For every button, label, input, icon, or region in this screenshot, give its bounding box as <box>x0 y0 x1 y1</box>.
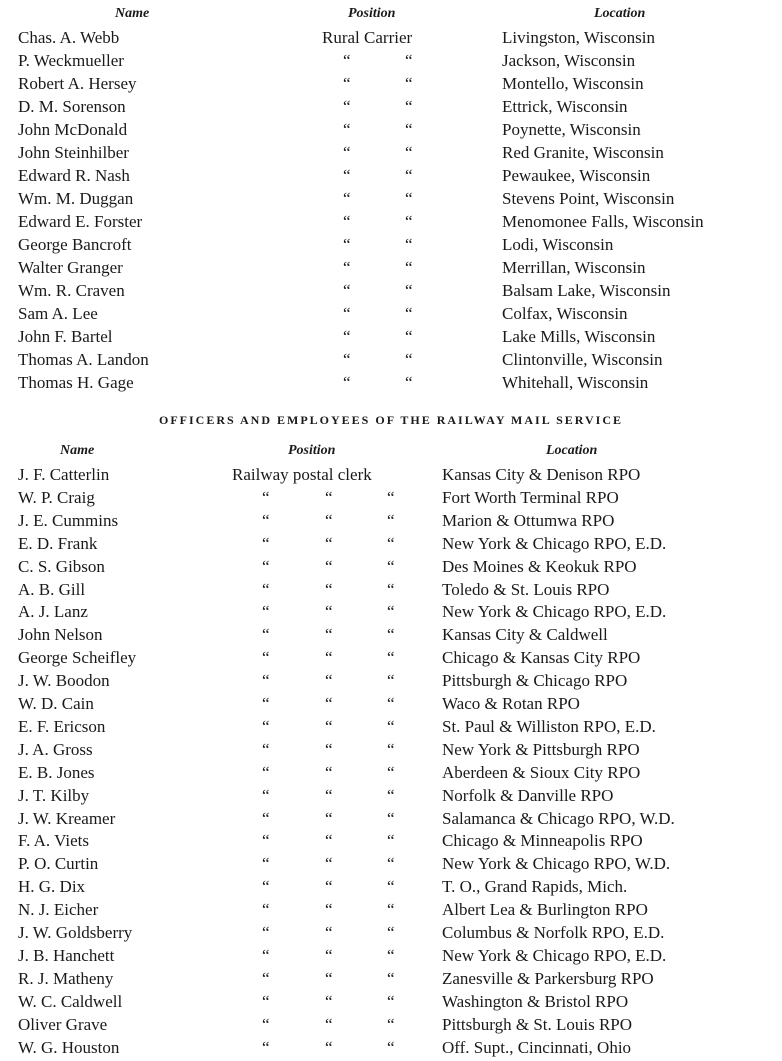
table-row <box>0 509 782 532</box>
s2-header-location: Location <box>546 443 598 458</box>
person-name: W. P. Craig <box>18 487 95 507</box>
ditto-mark: “ <box>387 877 395 897</box>
person-name: J. W. Goldsberry <box>18 923 133 942</box>
table-row <box>0 118 782 141</box>
person-name: J. W. Kreamer <box>18 808 116 828</box>
person-name: C. S. Gibson <box>18 556 105 576</box>
ditto-mark: “ <box>325 602 333 622</box>
person-name: P. Weckmueller <box>18 51 124 70</box>
ditto-mark: “ <box>343 51 351 70</box>
location-value: Balsam Lake, Wisconsin <box>502 281 671 300</box>
ditto-mark: “ <box>387 739 395 759</box>
location-value: Fort Worth Terminal RPO <box>442 487 619 507</box>
table-row <box>0 967 782 990</box>
ditto-mark: “ <box>325 579 333 599</box>
ditto-mark: “ <box>325 945 333 965</box>
table-row <box>0 646 782 669</box>
table-row <box>0 348 782 371</box>
ditto-mark: “ <box>325 510 333 530</box>
location-value: Chicago & Kansas City RPO <box>442 648 641 668</box>
ditto-mark: “ <box>325 900 333 920</box>
table-row <box>0 141 782 164</box>
table-row <box>0 784 782 807</box>
person-name: N. J. Eicher <box>18 900 99 920</box>
ditto-mark: “ <box>325 923 333 942</box>
ditto-mark: “ <box>262 831 270 851</box>
location-value: Salamanca & Chicago RPO, W.D. <box>442 808 675 828</box>
ditto-mark: “ <box>262 1014 270 1034</box>
ditto-mark: “ <box>343 166 351 185</box>
ditto-mark: “ <box>387 1037 395 1057</box>
ditto-mark: “ <box>387 556 395 576</box>
table-row <box>0 738 782 761</box>
ditto-mark: “ <box>387 579 395 599</box>
person-name: Chas. A. Webb <box>18 28 120 47</box>
person-name: A. J. Lanz <box>18 602 88 622</box>
table-row <box>0 279 782 302</box>
location-value: Merrillan, Wisconsin <box>502 258 646 277</box>
person-name: W. D. Cain <box>18 694 94 713</box>
ditto-mark: “ <box>387 625 395 645</box>
ditto-mark: “ <box>387 602 395 622</box>
ditto-mark: “ <box>343 189 351 208</box>
ditto-mark: “ <box>325 785 333 805</box>
position-value: Rural Carrier <box>322 28 413 47</box>
ditto-mark: “ <box>405 304 413 323</box>
ditto-mark: “ <box>262 510 270 530</box>
location-value: Zanesville & Parkersburg RPO <box>442 968 654 988</box>
s1-header-name: Name <box>115 6 150 21</box>
person-name: Walter Granger <box>18 258 123 277</box>
ditto-mark: “ <box>387 671 395 691</box>
ditto-mark: “ <box>343 235 351 254</box>
ditto-mark: “ <box>262 716 270 736</box>
table-row <box>0 302 782 325</box>
location-value: Aberdeen & Sioux City RPO <box>442 762 641 782</box>
table-row <box>0 829 782 852</box>
ditto-mark: “ <box>387 487 395 507</box>
ditto-mark: “ <box>343 281 351 300</box>
location-value: Waco & Rotan RPO <box>442 694 580 713</box>
table-row <box>0 26 782 49</box>
s1-header-location: Location <box>594 6 646 21</box>
ditto-mark: “ <box>325 556 333 576</box>
ditto-mark: “ <box>325 625 333 645</box>
table-row <box>0 761 782 784</box>
ditto-mark: “ <box>405 143 413 162</box>
location-value: Chicago & Minneapolis RPO <box>442 831 643 851</box>
location-value: Pittsburgh & St. Louis RPO <box>442 1014 633 1034</box>
person-name: E. F. Ericson <box>18 716 106 736</box>
person-name: J. F. Catterlin <box>18 465 110 484</box>
location-value: Poynette, Wisconsin <box>502 120 641 139</box>
ditto-mark: “ <box>405 74 413 93</box>
table-row <box>0 371 782 394</box>
location-value: Montello, Wisconsin <box>502 74 644 93</box>
ditto-mark: “ <box>262 739 270 759</box>
ditto-mark: “ <box>387 900 395 920</box>
person-name: Wm. M. Duggan <box>18 189 134 208</box>
location-value: Pewaukee, Wisconsin <box>502 166 651 185</box>
table-row <box>0 233 782 256</box>
person-name: Wm. R. Craven <box>18 281 125 300</box>
person-name: John F. Bartel <box>18 327 113 346</box>
ditto-mark: “ <box>325 1014 333 1034</box>
location-value: Lodi, Wisconsin <box>502 235 614 254</box>
ditto-mark: “ <box>325 991 333 1011</box>
person-name: P. O. Curtin <box>18 854 99 874</box>
ditto-mark: “ <box>262 991 270 1011</box>
ditto-mark: “ <box>405 350 413 369</box>
table-row <box>0 807 782 830</box>
location-value: Washington & Bristol RPO <box>442 991 629 1011</box>
ditto-mark: “ <box>387 968 395 988</box>
ditto-mark: “ <box>387 716 395 736</box>
ditto-mark: “ <box>262 625 270 645</box>
ditto-mark: “ <box>262 945 270 965</box>
ditto-mark: “ <box>387 991 395 1011</box>
table-row <box>0 49 782 72</box>
ditto-mark: “ <box>262 694 270 713</box>
location-value: Livingston, Wisconsin <box>502 28 655 47</box>
table-row <box>0 944 782 967</box>
location-value: Whitehall, Wisconsin <box>502 373 649 392</box>
location-value: Kansas City & Denison RPO <box>442 465 641 484</box>
ditto-mark: “ <box>343 258 351 277</box>
person-name: F. A. Viets <box>18 831 89 851</box>
ditto-mark: “ <box>387 945 395 965</box>
ditto-mark: “ <box>387 1014 395 1034</box>
ditto-mark: “ <box>262 648 270 668</box>
ditto-mark: “ <box>387 808 395 828</box>
table-row <box>0 692 782 715</box>
person-name: J. B. Hanchett <box>18 945 115 965</box>
table-row <box>0 669 782 692</box>
ditto-mark: “ <box>262 877 270 897</box>
location-value: T. O., Grand Rapids, Mich. <box>442 877 628 897</box>
location-value: Albert Lea & Burlington RPO <box>442 900 648 920</box>
ditto-mark: “ <box>262 579 270 599</box>
person-name: J. W. Boodon <box>18 671 110 691</box>
ditto-mark: “ <box>325 808 333 828</box>
ditto-mark: “ <box>325 694 333 713</box>
person-name: R. J. Matheny <box>18 968 114 988</box>
ditto-mark: “ <box>405 212 413 231</box>
ditto-mark: “ <box>387 923 395 942</box>
ditto-mark: “ <box>325 968 333 988</box>
location-value: New York & Pittsburgh RPO <box>442 739 640 759</box>
ditto-mark: “ <box>325 854 333 874</box>
location-value: Columbus & Norfolk RPO, E.D. <box>442 923 665 942</box>
ditto-mark: “ <box>405 258 413 277</box>
table-row <box>0 555 782 578</box>
location-value: New York & Chicago RPO, W.D. <box>442 854 671 874</box>
ditto-mark: “ <box>262 602 270 622</box>
table-row <box>0 210 782 233</box>
location-value: Des Moines & Keokuk RPO <box>442 556 637 576</box>
ditto-mark: “ <box>405 189 413 208</box>
ditto-mark: “ <box>262 671 270 691</box>
table-row <box>0 1036 782 1059</box>
ditto-mark: “ <box>343 74 351 93</box>
table-row <box>0 990 782 1013</box>
table-row <box>0 921 782 944</box>
location-value: Clintonville, Wisconsin <box>502 350 663 369</box>
person-name: E. B. Jones <box>18 762 95 782</box>
person-name: W. G. Houston <box>18 1037 120 1057</box>
ditto-mark: “ <box>387 510 395 530</box>
person-name: Edward E. Forster <box>18 212 143 231</box>
ditto-mark: “ <box>343 143 351 162</box>
ditto-mark: “ <box>325 762 333 782</box>
ditto-mark: “ <box>343 350 351 369</box>
table-row <box>0 623 782 646</box>
table-row <box>0 852 782 875</box>
ditto-mark: “ <box>262 533 270 553</box>
ditto-mark: “ <box>262 785 270 805</box>
ditto-mark: “ <box>343 97 351 116</box>
person-name: E. D. Frank <box>18 533 98 553</box>
ditto-mark: “ <box>405 51 413 70</box>
table-row <box>0 486 782 509</box>
ditto-mark: “ <box>405 120 413 139</box>
location-value: Norfolk & Danville RPO <box>442 785 614 805</box>
ditto-mark: “ <box>325 831 333 851</box>
location-value: Stevens Point, Wisconsin <box>502 189 675 208</box>
location-value: New York & Chicago RPO, E.D. <box>442 602 667 622</box>
ditto-mark: “ <box>262 487 270 507</box>
ditto-mark: “ <box>343 373 351 392</box>
ditto-mark: “ <box>387 533 395 553</box>
person-name: A. B. Gill <box>18 579 86 599</box>
location-value: Lake Mills, Wisconsin <box>502 327 656 346</box>
person-name: Edward R. Nash <box>18 166 130 185</box>
ditto-mark: “ <box>387 762 395 782</box>
table-row <box>0 600 782 623</box>
location-value: Off. Supt., Cincinnati, Ohio <box>442 1037 632 1057</box>
location-value: Red Granite, Wisconsin <box>502 143 664 162</box>
ditto-mark: “ <box>343 120 351 139</box>
person-name: Robert A. Hersey <box>18 74 137 93</box>
person-name: George Scheifley <box>18 648 137 668</box>
ditto-mark: “ <box>387 694 395 713</box>
table-row <box>0 578 782 601</box>
table-row <box>0 532 782 555</box>
table-row <box>0 898 782 921</box>
ditto-mark: “ <box>325 671 333 691</box>
ditto-mark: “ <box>405 97 413 116</box>
person-name: Oliver Grave <box>18 1014 108 1034</box>
table-row <box>0 875 782 898</box>
location-value: New York & Chicago RPO, E.D. <box>442 533 667 553</box>
person-name: J. A. Gross <box>18 739 93 759</box>
person-name: John Steinhilber <box>18 143 129 162</box>
location-value: St. Paul & Williston RPO, E.D. <box>442 716 656 736</box>
ditto-mark: “ <box>325 716 333 736</box>
ditto-mark: “ <box>387 831 395 851</box>
ditto-mark: “ <box>262 923 270 942</box>
location-value: Marion & Ottumwa RPO <box>442 510 615 530</box>
person-name: Sam A. Lee <box>18 304 98 323</box>
location-value: Ettrick, Wisconsin <box>502 97 628 116</box>
person-name: Thomas A. Landon <box>18 350 149 369</box>
ditto-mark: “ <box>262 1037 270 1057</box>
table-row <box>0 95 782 118</box>
person-name: Thomas H. Gage <box>18 373 134 392</box>
person-name: J. T. Kilby <box>18 785 90 805</box>
ditto-mark: “ <box>262 900 270 920</box>
section-title: OFFICERS AND EMPLOYEES OF THE RAILWAY MAIL SERVICE <box>159 413 623 427</box>
location-value: Kansas City & Caldwell <box>442 625 608 645</box>
table-row <box>0 463 782 486</box>
person-name: W. C. Caldwell <box>18 991 123 1011</box>
s1-header-position: Position <box>348 6 396 21</box>
ditto-mark: “ <box>405 281 413 300</box>
ditto-mark: “ <box>262 556 270 576</box>
location-value: Colfax, Wisconsin <box>502 304 628 323</box>
person-name: George Bancroft <box>18 235 132 254</box>
person-name: D. M. Sorenson <box>18 97 126 116</box>
ditto-mark: “ <box>343 327 351 346</box>
ditto-mark: “ <box>325 487 333 507</box>
s2-header-position: Position <box>288 443 336 458</box>
ditto-mark: “ <box>387 648 395 668</box>
ditto-mark: “ <box>325 877 333 897</box>
location-value: Pittsburgh & Chicago RPO <box>442 671 628 691</box>
person-name: J. E. Cummins <box>18 510 119 530</box>
table-row <box>0 325 782 348</box>
ditto-mark: “ <box>325 1037 333 1057</box>
table-row <box>0 164 782 187</box>
ditto-mark: “ <box>387 854 395 874</box>
location-value: Jackson, Wisconsin <box>502 51 636 70</box>
location-value: Toledo & St. Louis RPO <box>442 579 610 599</box>
person-name: H. G. Dix <box>18 877 86 897</box>
ditto-mark: “ <box>262 762 270 782</box>
ditto-mark: “ <box>325 533 333 553</box>
s2-header-name: Name <box>60 443 95 458</box>
ditto-mark: “ <box>325 648 333 668</box>
ditto-mark: “ <box>262 808 270 828</box>
ditto-mark: “ <box>325 739 333 759</box>
ditto-mark: “ <box>262 854 270 874</box>
ditto-mark: “ <box>405 235 413 254</box>
location-value: Menomonee Falls, Wisconsin <box>502 212 704 231</box>
table-row <box>0 72 782 95</box>
ditto-mark: “ <box>343 212 351 231</box>
person-name: John McDonald <box>18 120 128 139</box>
table-row <box>0 256 782 279</box>
table-row <box>0 715 782 738</box>
location-value: New York & Chicago RPO, E.D. <box>442 945 667 965</box>
person-name: John Nelson <box>18 625 103 645</box>
ditto-mark: “ <box>405 327 413 346</box>
ditto-mark: “ <box>262 968 270 988</box>
ditto-mark: “ <box>387 785 395 805</box>
ditto-mark: “ <box>343 304 351 323</box>
table-row <box>0 187 782 210</box>
ditto-mark: “ <box>405 166 413 185</box>
ditto-mark: “ <box>405 373 413 392</box>
table-row <box>0 1013 782 1036</box>
position-value: Railway postal clerk <box>232 465 372 484</box>
